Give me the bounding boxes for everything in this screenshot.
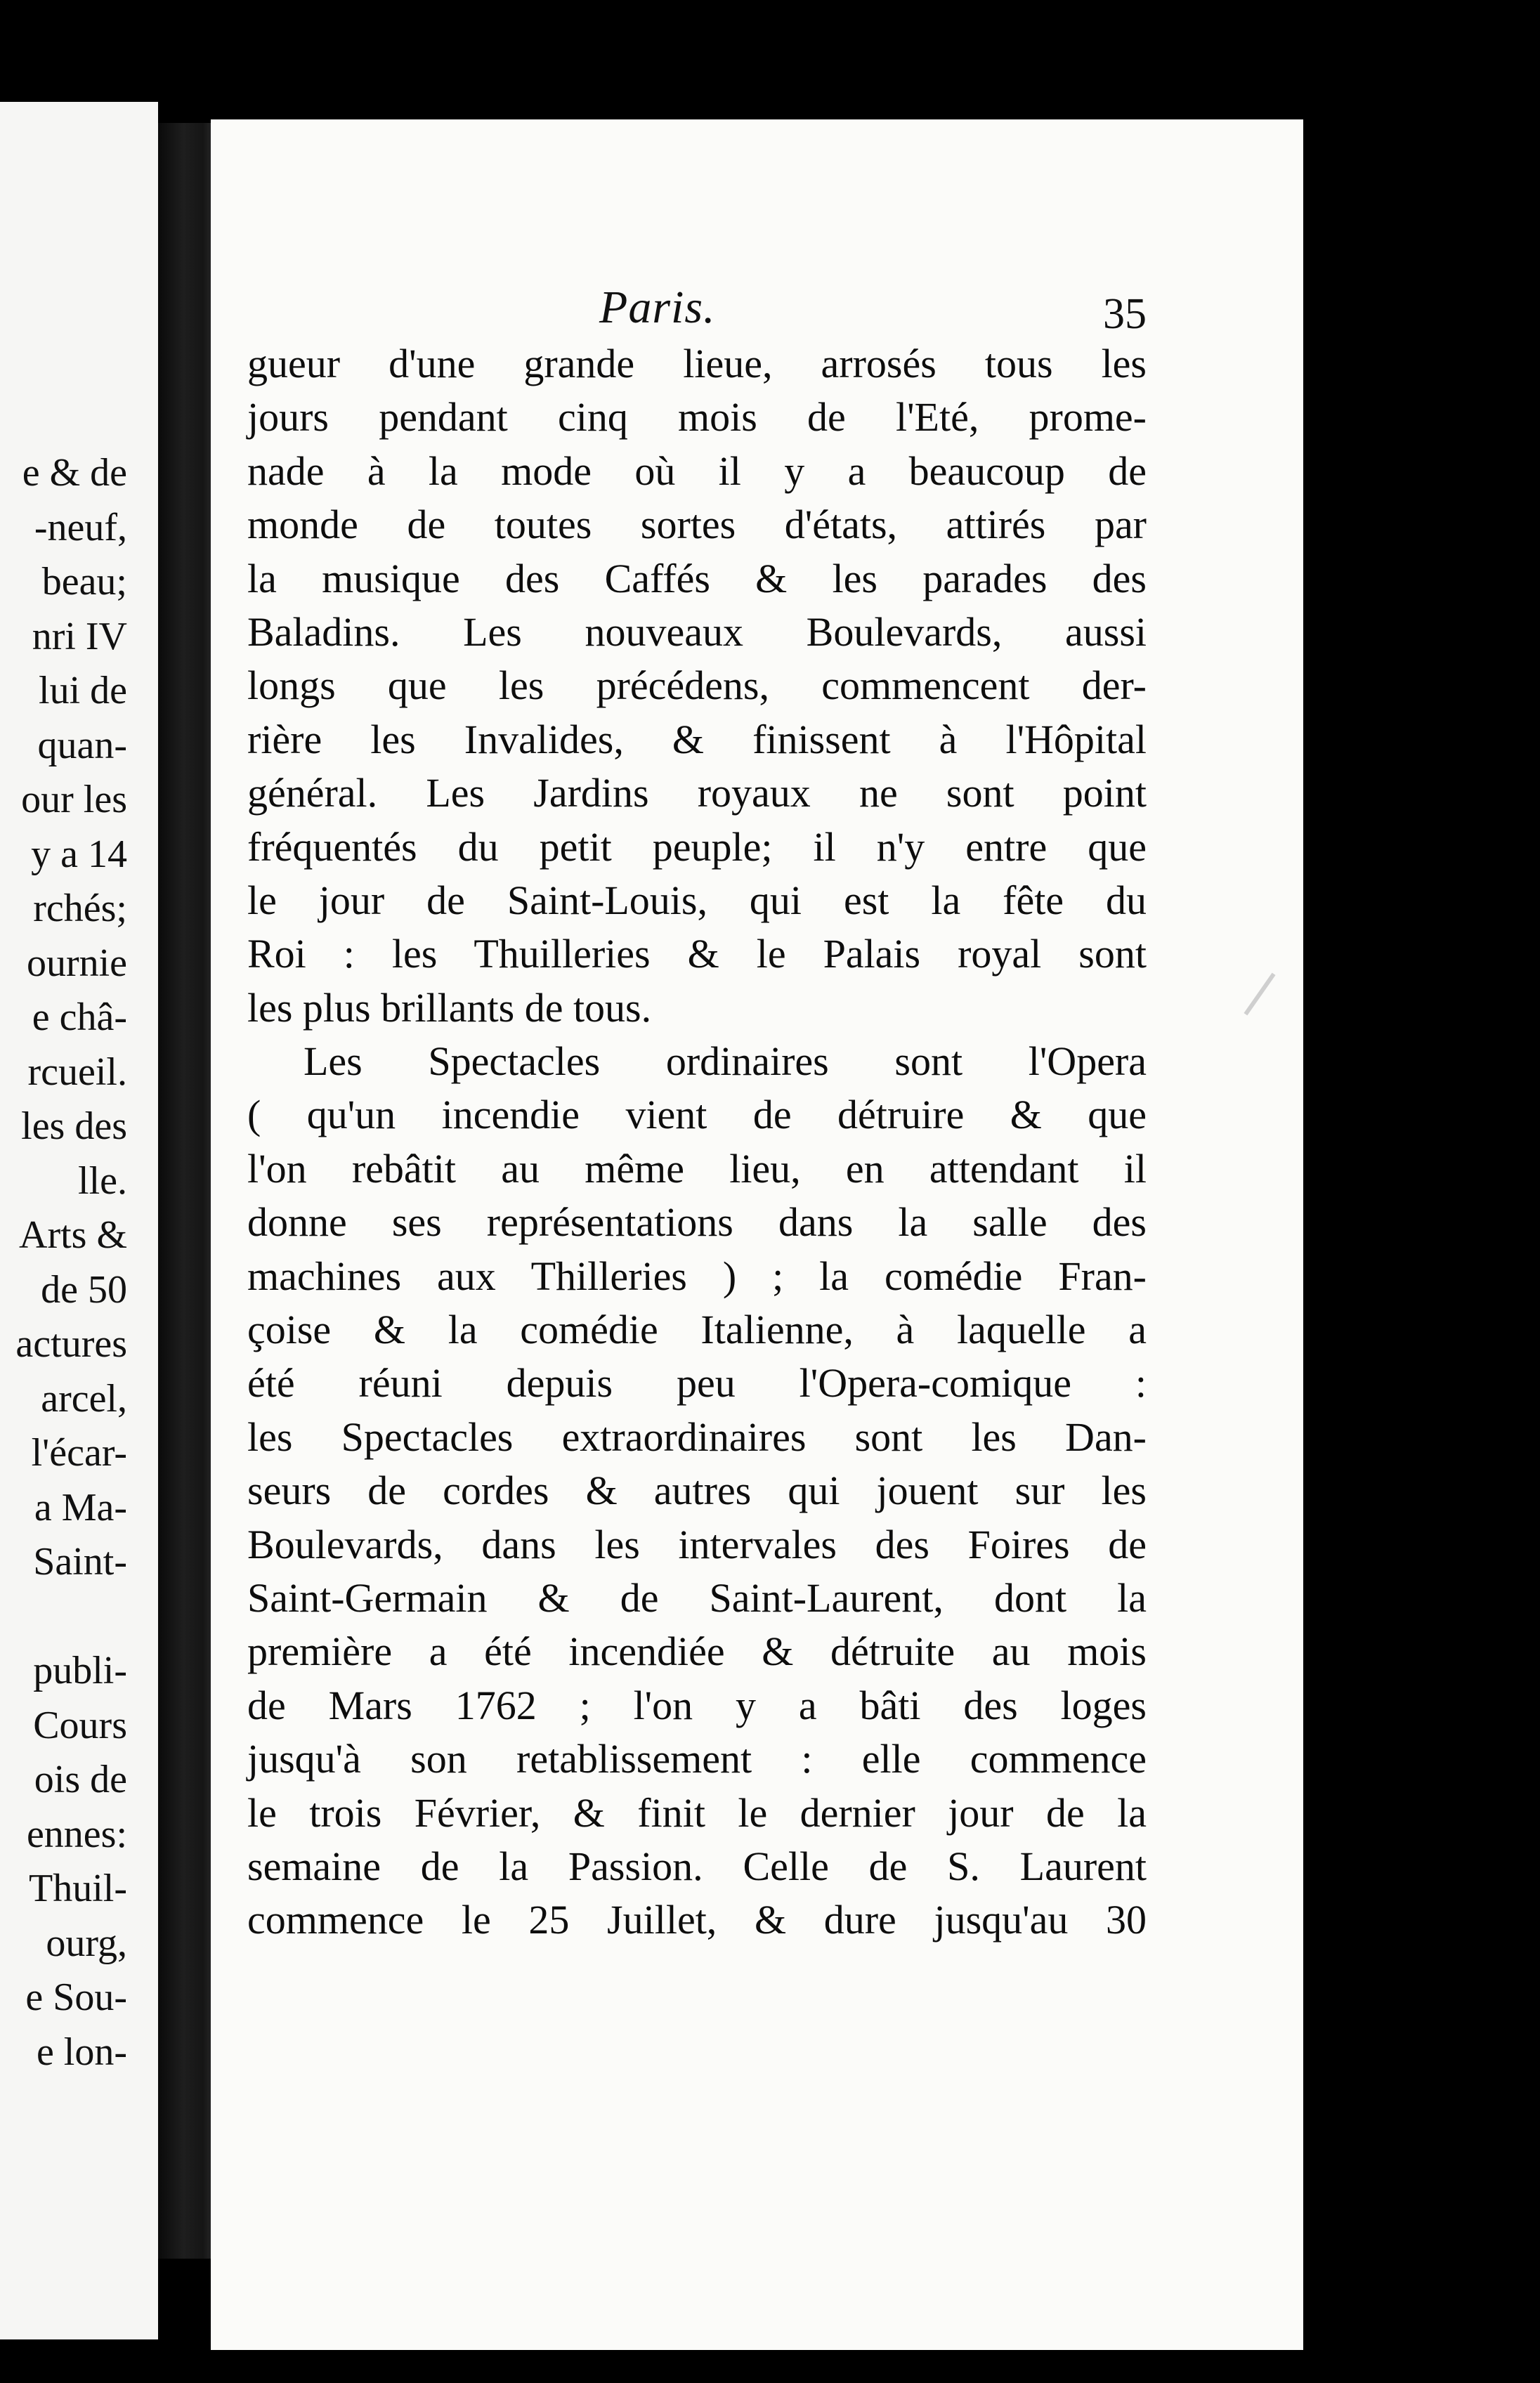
page-header	[211, 281, 1303, 344]
text-line: fréquentés du petit peuple; il n'y entre que	[247, 823, 1147, 870]
text-line: gueur d'une grande lieue, arrosés tous les	[247, 341, 1147, 386]
page-number: 35	[1103, 290, 1147, 338]
text-line: Saint-	[33, 1540, 127, 1584]
text-line: arcel,	[41, 1376, 127, 1421]
text-line: our les	[21, 778, 127, 821]
text-line: première a été incendiée & détruite au mois	[247, 1628, 1147, 1675]
text-line: été réuni depuis peu l'Opera-comique :	[247, 1360, 1147, 1406]
text-line: l'on rebâtit au même lieu, en attendant il	[247, 1145, 1147, 1192]
text-line: jusqu'à son retablissement : elle commence	[247, 1736, 1147, 1782]
text-line: de 50	[41, 1267, 127, 1312]
text-line: de Mars 1762 ; l'on y a bâti des loges	[247, 1682, 1147, 1728]
text-line: les plus brillants de tous.	[247, 984, 652, 1031]
text-line: général. Les Jardins royaux ne sont point	[247, 770, 1147, 816]
text-line: e lon-	[36, 2030, 127, 2074]
text-line: a Ma-	[34, 1485, 127, 1529]
book-gutter	[158, 123, 214, 2259]
text-line: Arts &	[19, 1213, 127, 1257]
text-line: le trois Février, & finit le dernier jour de la	[247, 1789, 1147, 1836]
text-line: jours pendant cinq mois de l'Eté, prome-	[247, 394, 1147, 440]
text-line: nade à la mode où il y a beaucoup de	[247, 448, 1147, 494]
blank-line	[15, 1590, 127, 1645]
text-line: lle.	[78, 1158, 127, 1203]
text-line: rchés;	[33, 887, 127, 930]
scan-border	[1303, 0, 1540, 2383]
text-line: machines aux Thilleries ) ; la comédie Fran-	[247, 1253, 1147, 1299]
text-line: rière les Invalides, & finissent à l'Hôpital	[247, 716, 1147, 762]
current-page	[211, 119, 1303, 2350]
text-line: seurs de cordes & autres qui jouent sur les	[247, 1468, 1147, 1514]
text-line: ( qu'un incendie vient de détruire & que	[247, 1092, 1147, 1138]
text-line: lui de	[39, 669, 127, 712]
text-line: semaine de la Passion. Celle de S. Laurent	[247, 1843, 1147, 1889]
text-line: donne ses représentations dans la salle des	[247, 1199, 1147, 1246]
text-line: e Sou-	[25, 1976, 127, 2019]
text-line: les des	[21, 1104, 127, 1148]
text-line: nri IV	[32, 614, 127, 658]
text-line: ois de	[34, 1758, 127, 1801]
text-line: l'écar-	[31, 1431, 127, 1475]
text-line: çoise & la comédie Italienne, à laquelle a	[247, 1307, 1147, 1353]
text-line: Thuil-	[29, 1867, 127, 1910]
text-line: commence le 25 Juillet, & dure jusqu'au 30	[247, 1897, 1147, 1943]
text-line: e & de	[22, 451, 127, 495]
previous-page-text	[15, 446, 127, 2080]
text-line: Saint-Germain & de Saint-Laurent, dont la	[247, 1574, 1147, 1621]
previous-page	[0, 102, 158, 2339]
text-line: quan-	[37, 723, 127, 767]
text-line: actures	[15, 1322, 127, 1366]
text-line: le jour de Saint-Louis, qui est la fête du	[247, 877, 1147, 923]
text-line: beau;	[41, 560, 127, 603]
text-line: longs que les précédens, commencent der-	[247, 662, 1147, 709]
running-title: Paris.	[599, 282, 716, 333]
text-line: -neuf,	[34, 505, 127, 549]
page-body-text	[247, 337, 1147, 1947]
text-line: Roi : les Thuilleries & le Palais royal sont	[247, 931, 1147, 977]
text-line: ournie	[26, 941, 127, 985]
text-line: y a 14	[31, 832, 127, 876]
text-line: ennes:	[26, 1812, 127, 1856]
text-line: publi-	[33, 1649, 127, 1692]
text-line: les Spectacles extraordinaires sont les Dan-	[247, 1414, 1147, 1460]
text-line: la musique des Caffés & les parades des	[247, 555, 1147, 601]
text-line: Baladins. Les nouveaux Boulevards, aussi	[247, 608, 1147, 655]
text-line: ourg,	[46, 1921, 127, 1965]
text-line: rcueil.	[27, 1050, 127, 1094]
text-line: Cours	[33, 1703, 127, 1747]
text-line: monde de toutes sortes d'états, attirés par	[247, 502, 1147, 548]
text-line: e châ-	[32, 995, 127, 1039]
text-line: Boulevards, dans les intervales des Foires de	[247, 1521, 1147, 1567]
paragraph-start-line: Les Spectacles ordinaires sont l'Opera	[304, 1038, 1147, 1085]
